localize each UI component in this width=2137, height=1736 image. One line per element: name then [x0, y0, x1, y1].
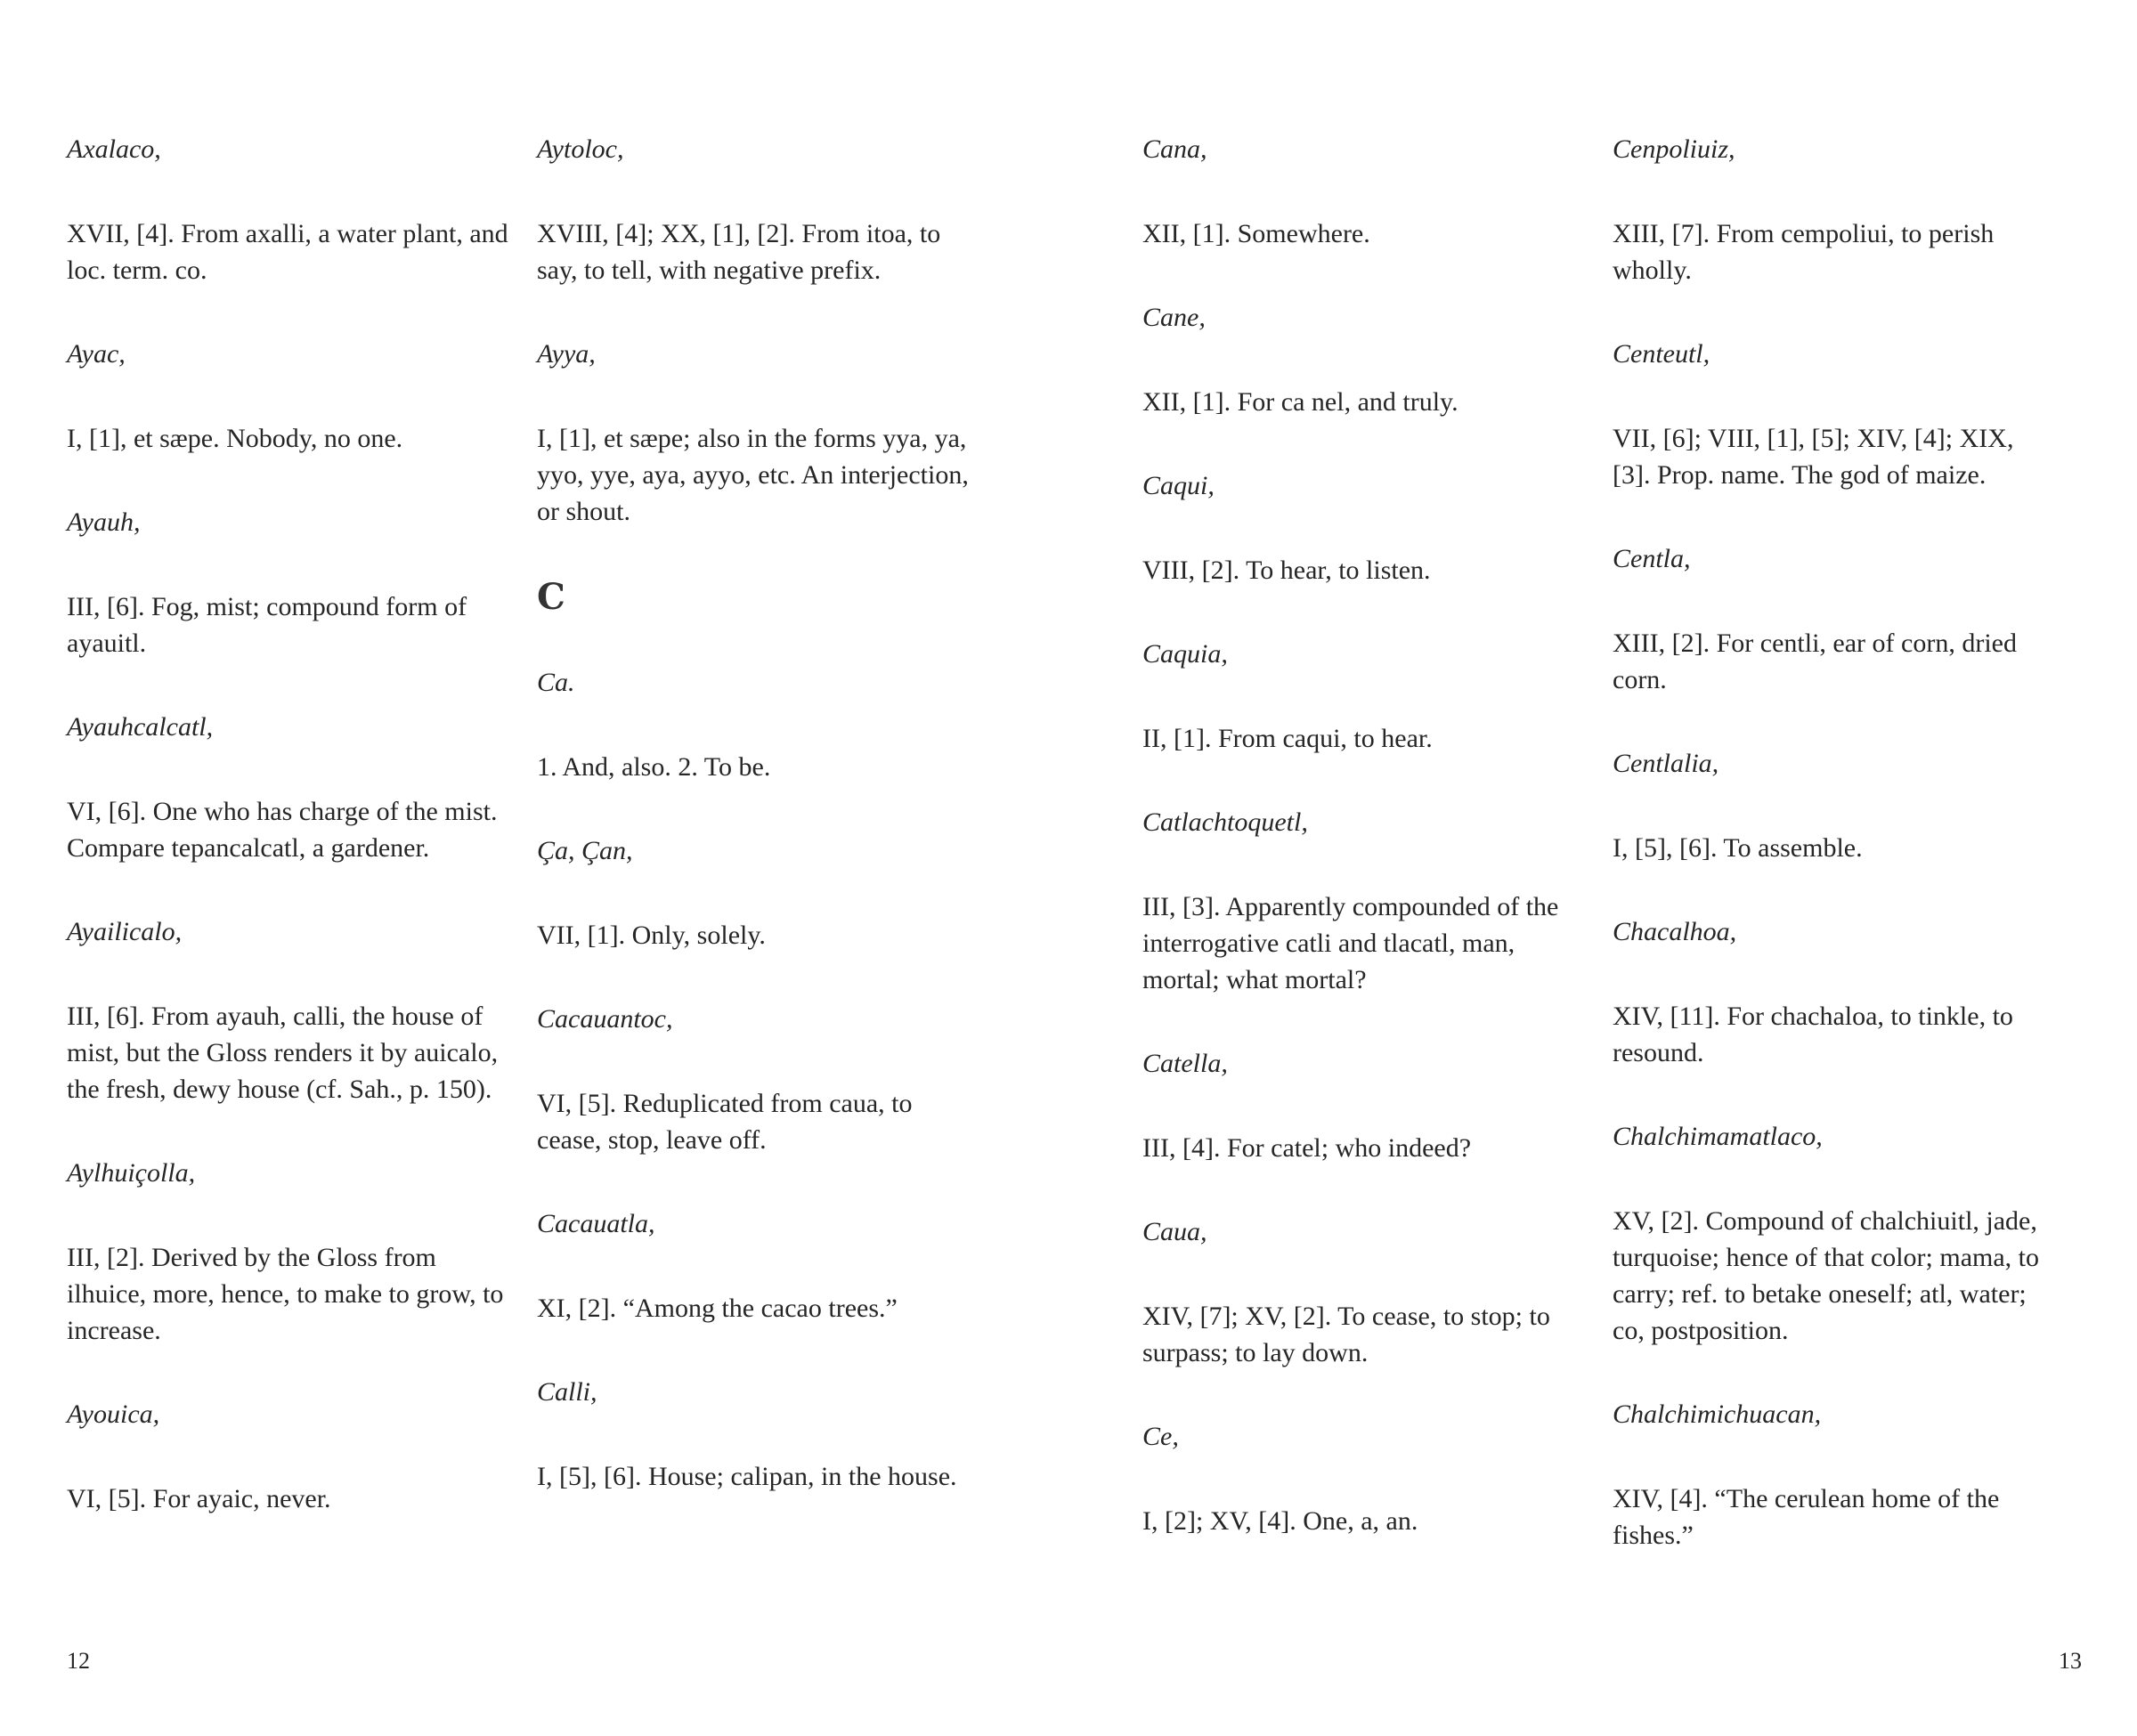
- entry-term: Caqui,: [1142, 471, 1215, 500]
- entry-term: Ayac,: [67, 339, 126, 369]
- entry-definition: VII, [1]. Only, solely.: [537, 921, 766, 950]
- entry-term: Calli,: [537, 1377, 597, 1407]
- entry-term: Ayailicalo,: [67, 917, 183, 946]
- entry-term: Caquia,: [1142, 639, 1228, 669]
- entry-term: Ayouica,: [67, 1399, 160, 1429]
- glossary-column-3: [1142, 132, 1588, 1587]
- left-page: [0, 0, 1068, 1736]
- entry-definition: XII, [1]. Somewhere.: [1142, 219, 1370, 248]
- glossary-column-2: [537, 132, 982, 1543]
- entry-term: Cacauantoc,: [537, 1004, 673, 1034]
- entry-definition: XII, [1]. For ca nel, and truly.: [1142, 387, 1459, 417]
- entry-definition: XIV, [11]. For chachaloa, to tinkle, to resound.: [1613, 1002, 2013, 1067]
- entry-definition: XIII, [2]. For centli, ear of corn, dried corn.: [1613, 629, 2017, 694]
- entry-term: Catlachtoquetl,: [1142, 807, 1308, 837]
- glossary-column-1: [67, 132, 512, 1565]
- entry-definition: VIII, [2]. To hear, to listen.: [1142, 556, 1431, 585]
- entry-definition: I, [1], et sæpe. Nobody, no one.: [67, 424, 403, 453]
- entry-term: Chacalhoa,: [1613, 917, 1737, 946]
- entry-term: Ca.: [537, 668, 575, 697]
- entry-term: Chalchimichuacan,: [1613, 1399, 1822, 1429]
- entry-term: Axalaco,: [67, 134, 161, 164]
- entry-definition: III, [3]. Apparently compounded of the interrogative catli and tlacatl, man, mortal; what mortal?: [1142, 892, 1559, 994]
- entry-definition: XV, [2]. Compound of chalchiuitl, jade, turquoise; hence of that color; mama, to carry; ref. to betake oneself; atl, water; co, postposition.: [1613, 1206, 2040, 1345]
- entry-definition: VI, [6]. One who has charge of the mist. Compare tepancalcatl, a gardener.: [67, 797, 498, 863]
- entry-term: Catella,: [1142, 1049, 1228, 1078]
- page-number-right: 13: [2059, 1648, 2082, 1674]
- entry-definition: XVII, [4]. From axalli, a water plant, and loc. term. co.: [67, 219, 508, 285]
- entry-definition: XVIII, [4]; XX, [1], [2]. From itoa, to say, to tell, with negative prefix.: [537, 219, 941, 285]
- entry-definition: III, [6]. From ayauh, calli, the house of mist, but the Gloss renders it by auicalo, the fresh, dewy house (cf. Sah., p. 150).: [67, 1002, 499, 1104]
- entry-definition: XI, [2]. “Among the cacao trees.”: [537, 1294, 898, 1323]
- entry-term: Ce,: [1142, 1422, 1179, 1451]
- entry-definition: I, [1], et sæpe; also in the forms yya, ya, yyo, yye, aya, ayyo, etc. An interjection, or shout.: [537, 424, 969, 526]
- right-page: [1068, 0, 2137, 1736]
- entry-definition: VI, [5]. For ayaic, never.: [67, 1484, 331, 1513]
- entry-definition: III, [4]. For catel; who indeed?: [1142, 1133, 1472, 1163]
- entry-definition: XIII, [7]. From cempoliui, to perish wholly.: [1613, 219, 1995, 285]
- entry-term: Aylhuiçolla,: [67, 1158, 196, 1188]
- glossary-column-4: [1613, 132, 2058, 1602]
- entry-term: Ayauh,: [67, 507, 141, 537]
- entry-term: Aytoloc,: [537, 134, 624, 164]
- entry-term: Ayauhcalcatl,: [67, 712, 214, 742]
- entry-definition: 1. And, also. 2. To be.: [537, 752, 771, 782]
- entry-definition: III, [2]. Derived by the Gloss from ilhuice, more, hence, to make to grow, to increase.: [67, 1243, 504, 1345]
- entry-definition: VII, [6]; VIII, [1], [5]; XIV, [4]; XIX, [3]. Prop. name. The god of maize.: [1613, 424, 2014, 490]
- entry-definition: I, [5], [6]. To assemble.: [1613, 833, 1863, 863]
- entry-term: Caua,: [1142, 1217, 1207, 1246]
- entry-term: Centla,: [1613, 544, 1691, 573]
- entry-term: Cana,: [1142, 134, 1207, 164]
- entry-definition: II, [1]. From caqui, to hear.: [1142, 724, 1433, 753]
- entry-definition: I, [2]; XV, [4]. One, a, an.: [1142, 1506, 1418, 1536]
- entry-term: Chalchimamatlaco,: [1613, 1122, 1823, 1151]
- entry-definition: XIV, [4]. “The cerulean home of the fishes.”: [1613, 1484, 2000, 1550]
- page-number-left: 12: [67, 1648, 90, 1674]
- entry-term: Ayya,: [537, 339, 596, 369]
- section-letter-heading: C: [537, 576, 565, 618]
- entry-term: Centeutl,: [1613, 339, 1710, 369]
- entry-term: Centlalia,: [1613, 749, 1719, 778]
- entry-term: Ça, Çan,: [537, 836, 633, 865]
- entry-definition: XIV, [7]; XV, [2]. To cease, to stop; to surpass; to lay down.: [1142, 1302, 1550, 1367]
- entry-definition: I, [5], [6]. House; calipan, in the house.: [537, 1462, 957, 1491]
- entry-definition: III, [6]. Fog, mist; compound form of ayauitl.: [67, 592, 467, 658]
- entry-definition: VI, [5]. Reduplicated from caua, to cease, stop, leave off.: [537, 1089, 913, 1155]
- entry-term: Cane,: [1142, 303, 1206, 332]
- entry-term: Cacauatla,: [537, 1209, 655, 1238]
- entry-term: Cenpoliuiz,: [1613, 134, 1735, 164]
